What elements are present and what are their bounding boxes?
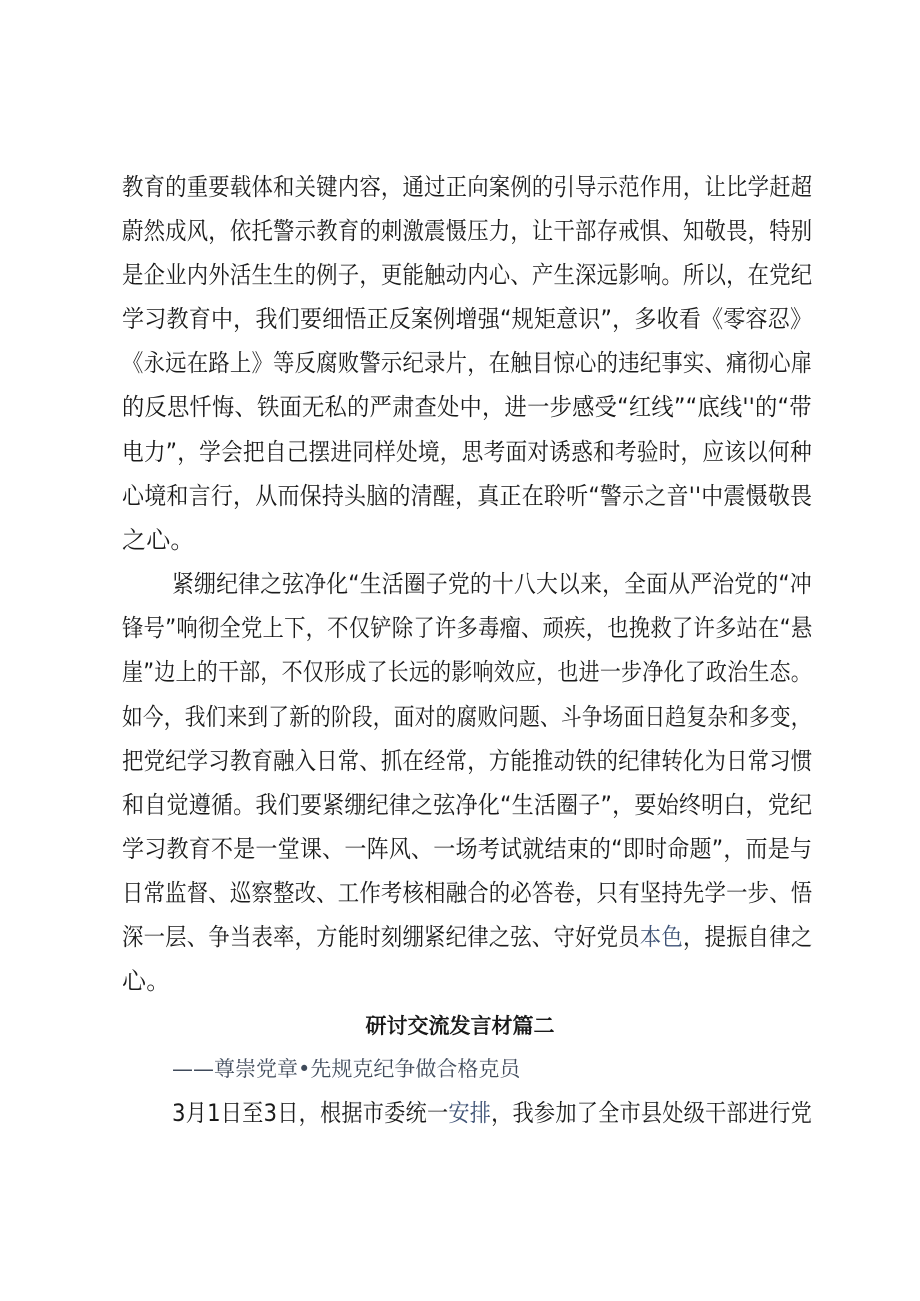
paragraph-line: 学习教育不是一堂课、一阵风、一场考试就结束的“即时命题”，而是与: [122, 835, 813, 863]
highlighted-term: 本色: [639, 923, 683, 951]
line-text: 深一层、争当表率，方能时刻绷紧纪律之弦、守好党员: [122, 923, 640, 951]
line-text: ，提振自律之: [682, 923, 813, 951]
line-text: ，我参加了全市县处级干部进行党: [491, 1099, 813, 1127]
paragraph-line: 崖”边上的干部，不仅形成了长远的影响效应，也进一步净化了政治生态。: [122, 658, 812, 686]
paragraph-line: [122, 922, 813, 952]
line-text: 3月1日至3日，根据市委统一: [172, 1099, 449, 1127]
paragraph-line: 紧绷纪律之弦净化“生活圈子党的十八大以来，全面从严治党的“冲: [172, 570, 812, 598]
paragraph-line: 的反思忏悔、铁面无私的严肃查处中，进一步感受“红线”“底线''的“带: [122, 393, 812, 421]
paragraph-line: 蔚然成风，依托警示教育的刺激震慑压力，让干部存戒惧、知敬畏，特别: [122, 217, 813, 245]
highlighted-term: 安排: [448, 1099, 492, 1127]
paragraph-line: 日常监督、巡察整改、工作考核相融合的必答卷，只有坚持先学一步、悟: [122, 879, 813, 907]
paragraph-line: 和自觉遵循。我们要紧绷纪律之弦净化“生活圈子”，要始终明白，党纪: [122, 791, 813, 819]
paragraph-line: 把党纪学习教育融入日常、抓在经常，方能推动铁的纪律转化为日常习惯: [122, 747, 813, 775]
section-heading: 研讨交流发言材篇二: [365, 1014, 555, 1038]
paragraph-line: 锋号”响彻全党上下，不仅铲除了许多毒瘤、顽疾，也挽救了许多站在“悬: [122, 614, 813, 642]
paragraph-line: 学习教育中，我们要细悟正反案例增强“规矩意识”，多收看《零容忍》: [122, 305, 813, 333]
paragraph-line: 心境和言行，从而保持头脑的清醒，真正在聆听“警示之音''中震慑敬畏: [122, 482, 813, 510]
paragraph-line: 是企业内外活生生的例子，更能触动内心、产生深远影响。所以，在党纪: [122, 261, 813, 289]
paragraph-line: 电力”，学会把自己摆进同样处境，思考面对诱惑和考验时，应该以何种: [122, 438, 812, 466]
section-subtitle: ——尊崇党章•先规克纪争做合格克员: [172, 1057, 521, 1081]
paragraph-line: 心。: [122, 967, 171, 995]
paragraph-line: [172, 1098, 813, 1128]
paragraph-line: 教育的重要载体和关键内容，通过正向案例的引导示范作用，让比学赶超: [122, 173, 813, 201]
paragraph-line: 如今，我们来到了新的阶段，面对的腐败问题、斗争场面日趋复杂和多变，: [122, 703, 812, 731]
paragraph-line: 《永远在路上》等反腐败警示纪录片，在触目惊心的违纪事实、痛彻心扉: [122, 349, 813, 377]
paragraph-line: 之心。: [122, 526, 195, 554]
